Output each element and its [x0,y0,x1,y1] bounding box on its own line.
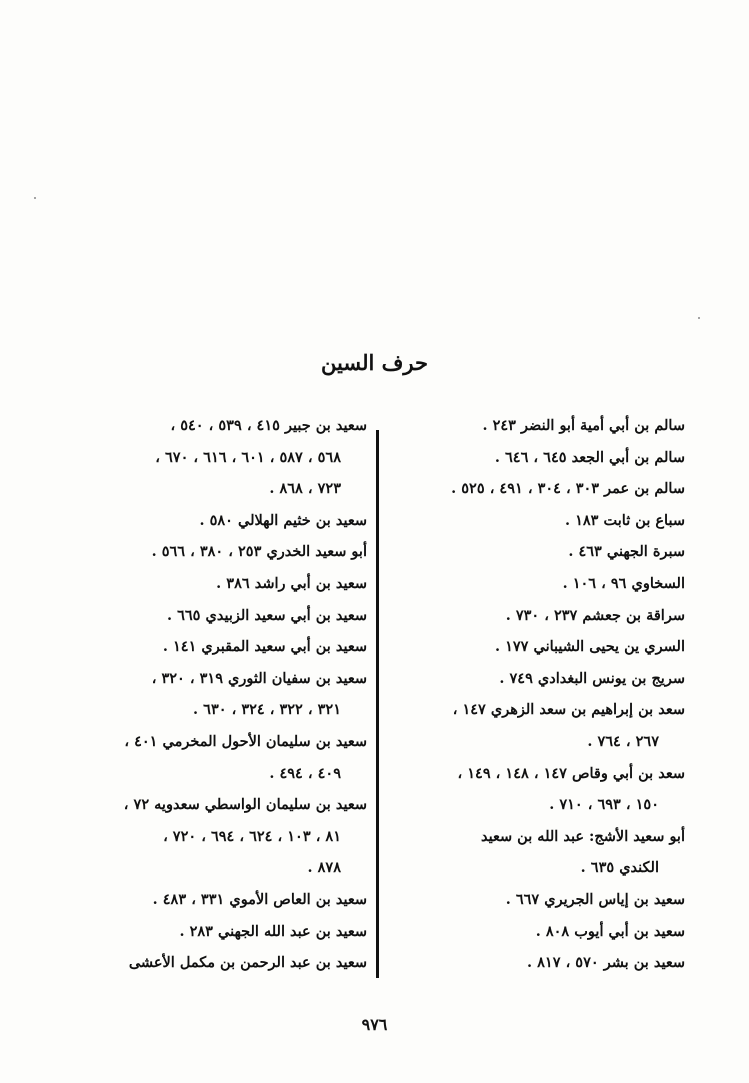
entry-line: سعد بن أبي وقاص ١٤٧ ، ١٤٨ ، ١٤٩ ، [457,764,685,782]
entry-line: سراقة بن جعشم ٢٣٧ ، ٧٣٠ . [505,606,685,624]
index-column-left [75,410,367,979]
scan-speck [698,317,700,319]
entry-line: سباع بن ثابت ١٨٣ . [564,511,685,529]
entry-line: سعيد بن سليمان الأحول المخرمي ٤٠١ ، [124,732,367,750]
index-entry [75,631,367,663]
entry-line: سبرة الجهني ٤٦٣ . [568,543,685,561]
entry-continuation-line: الكندي ٦٣٥ . [580,859,659,877]
index-entry [409,442,685,474]
index-entry [75,947,367,979]
entry-line: سعيد بن خثيم الهلالي ٥٨٠ . [199,511,367,529]
entry-line: سعيد بن جبير ٤١٥ ، ٥٣٩ ، ٥٤٠ ، [170,417,367,434]
entry-continuation-line: ١٥٠ ، ٦٩٣ ، ٧١٠ . [549,796,659,814]
index-entry [409,600,685,632]
index-entry [75,726,367,789]
entry-line: سعيد بن سليمان الواسطي سعدويه ٧٢ ، [123,796,367,814]
index-entry [409,663,685,695]
entry-line: سعيد بن بشر ٥٧٠ ، ٨١٧ . [527,954,685,972]
entry-continuation-line: ٧٢٣ ، ٨٦٨ . [269,480,341,498]
entry-line: السري ين يحيى الشيباني ١٧٧ . [494,638,685,656]
index-entry [409,884,685,916]
entry-line: سالم بن عمر ٣٠٣ ، ٣٠٤ ، ٤٩١ ، ٥٢٥ . [451,480,685,498]
index-entry [409,631,685,663]
index-column-right [409,410,685,979]
entry-line: سعيد بن عبد الرحمن بن مكمل الأعشى [128,954,367,972]
entry-line: سريج بن يونس البغدادي ٧٤٩ . [499,669,685,687]
index-entry [409,947,685,979]
index-entry [409,758,685,821]
entry-line: سعيد بن أبي سعيد المقبري ١٤١ . [162,638,367,656]
entry-line: سعيد بن أبي أيوب ٨٠٨ . [535,922,685,940]
index-entry [75,410,367,505]
entry-line: سعيد بن إياس الجريري ٦٦٧ . [505,890,685,908]
entry-continuation-line: ٨٧٨ . [307,859,341,877]
entry-line: سعد بن إبراهيم بن سعد الزهري ١٤٧ ، [452,701,685,719]
entry-line: سعيد بن أبي سعيد الزبيدي ٦٦٥ . [166,606,367,624]
entry-continuation-line: ٣٢١ ، ٣٢٢ ، ٣٢٤ ، ٦٣٠ . [193,701,341,719]
section-title: حرف السين [321,350,428,375]
scan-speck [34,197,36,199]
entry-line: السخاوي ٩٦ ، ١٠٦ . [562,574,685,592]
entry-continuation-line: ٤٠٩ ، ٤٩٤ . [269,764,341,782]
index-entry [409,505,685,537]
index-entry [409,916,685,948]
entry-line: سعيد بن العاص الأموي ٣٣١ ، ٤٨٣ . [152,890,367,908]
entry-line: أبو سعيد الخدري ٢٥٣ ، ٣٨٠ ، ٥٦٦ . [151,543,367,561]
entry-line: أبو سعيد الأشج: عبد الله بن سعيد [481,827,685,845]
entry-continuation-line: ٢٦٧ ، ٧٦٤ . [587,732,659,750]
entry-line: سعيد بن عبد الله الجهني ٢٨٣ . [179,922,367,940]
index-entry [75,505,367,537]
index-entry [75,916,367,948]
entry-line: سعيد بن أبي راشد ٣٨٦ . [216,574,367,592]
entry-continuation-line: ٨١ ، ١٠٣ ، ٦٢٤ ، ٦٩٤ ، ٧٢٠ ، [163,827,341,845]
index-entry [75,789,367,884]
index-entry [409,821,685,884]
column-divider [376,430,379,978]
index-entry [409,410,685,442]
index-entry [75,568,367,600]
index-entry [409,694,685,757]
index-entry [75,600,367,632]
entry-line: سالم بن أبي أمية أبو النضر ٢٤٣ . [482,417,685,434]
index-entry [409,473,685,505]
index-entry [75,663,367,726]
entry-line: سالم بن أبي الجعد ٦٤٥ ، ٦٤٦ . [494,448,685,466]
page-number: ٩٧٦ [361,1015,388,1034]
index-entry [75,884,367,916]
index-entry [409,536,685,568]
entry-line: سعيد بن سفيان الثوري ٣١٩ ، ٣٢٠ ، [151,669,367,687]
entry-continuation-line: ٥٦٨ ، ٥٨٧ ، ٦٠١ ، ٦١٦ ، ٦٧٠ ، [155,448,341,466]
index-entry [409,568,685,600]
index-entry [75,536,367,568]
